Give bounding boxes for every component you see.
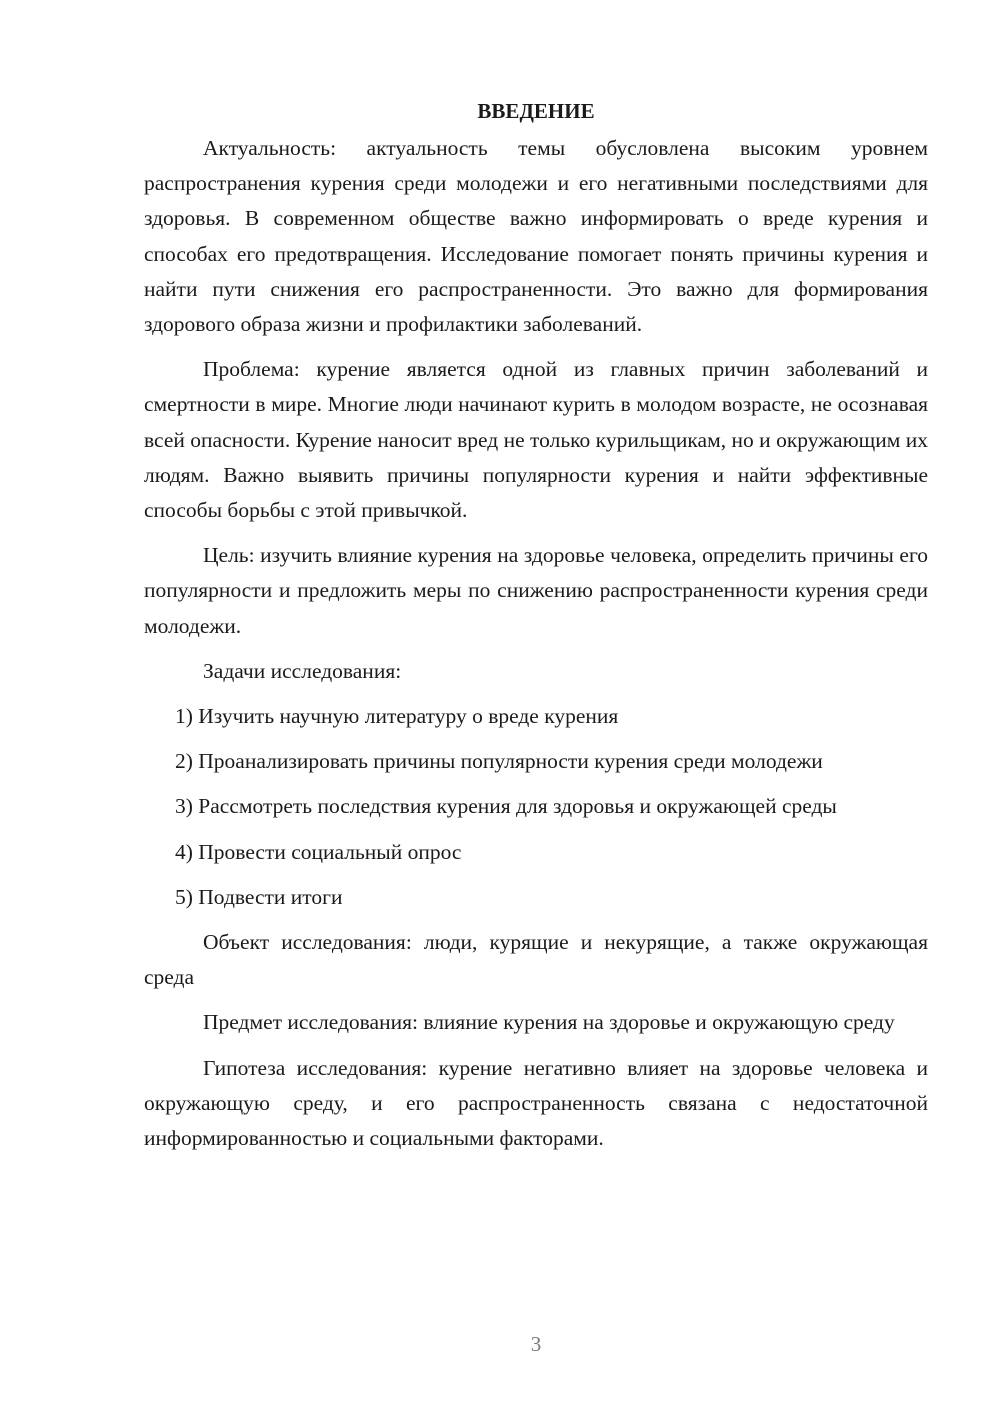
task-item: 2) Проанализировать причины популярности курения среди молодежи [175, 749, 823, 774]
paragraph-subject: Предмет исследования: влияние курения на здоровье и окружающую среду [203, 1010, 895, 1035]
page-number: 3 [530, 1332, 542, 1356]
document-page [144, 94, 928, 1166]
paragraph-goal: Цель: изучить влияние курения на здоровье человека, определить причины его популярности и предложить меры по снижению распространенности курения среди молодежи. [144, 543, 928, 638]
paragraph-object: Объект исследования: люди, курящие и некурящие, а также окружающая среда [144, 930, 928, 990]
task-item: 1) Изучить научную литературу о вреде курения [175, 704, 619, 729]
paragraph-relevance: Актуальность: актуальность темы обусловлена высоким уровнем распространения курения среди молодежи и его негативными последствиями для здоровья. В современном обществе важно информировать о вреде курения и способах его предотвращения. Исследование помогает понять причины курения и найти пути снижения его распространенности. Это важно для формирования здорового образа жизни и профилактики заболеваний. [144, 136, 928, 337]
task-item: 3) Рассмотреть последствия курения для здоровья и окружающей среды [175, 794, 837, 819]
task-item: 5) Подвести итоги [175, 884, 343, 909]
tasks-label: Задачи исследования: [203, 658, 402, 683]
paragraph-problem: Проблема: курение является одной из главных причин заболеваний и смертности в мире. Многие люди начинают курить в молодом возрасте, не осознавая всей опасности. Курение наносит вред не только курильщикам, но и окружающим их людям. Важно выявить причины популярности курения и найти эффективные способы борьбы с этой привычкой. [144, 357, 928, 523]
task-item: 4) Провести социальный опрос [175, 839, 462, 864]
section-heading: ВВЕДЕНИЕ [477, 99, 595, 123]
paragraph-hypothesis: Гипотеза исследования: курение негативно влияет на здоровье человека и окружающую среду, и его распространенность связана с недостаточной информированностью и социальными факторами. [144, 1055, 928, 1151]
